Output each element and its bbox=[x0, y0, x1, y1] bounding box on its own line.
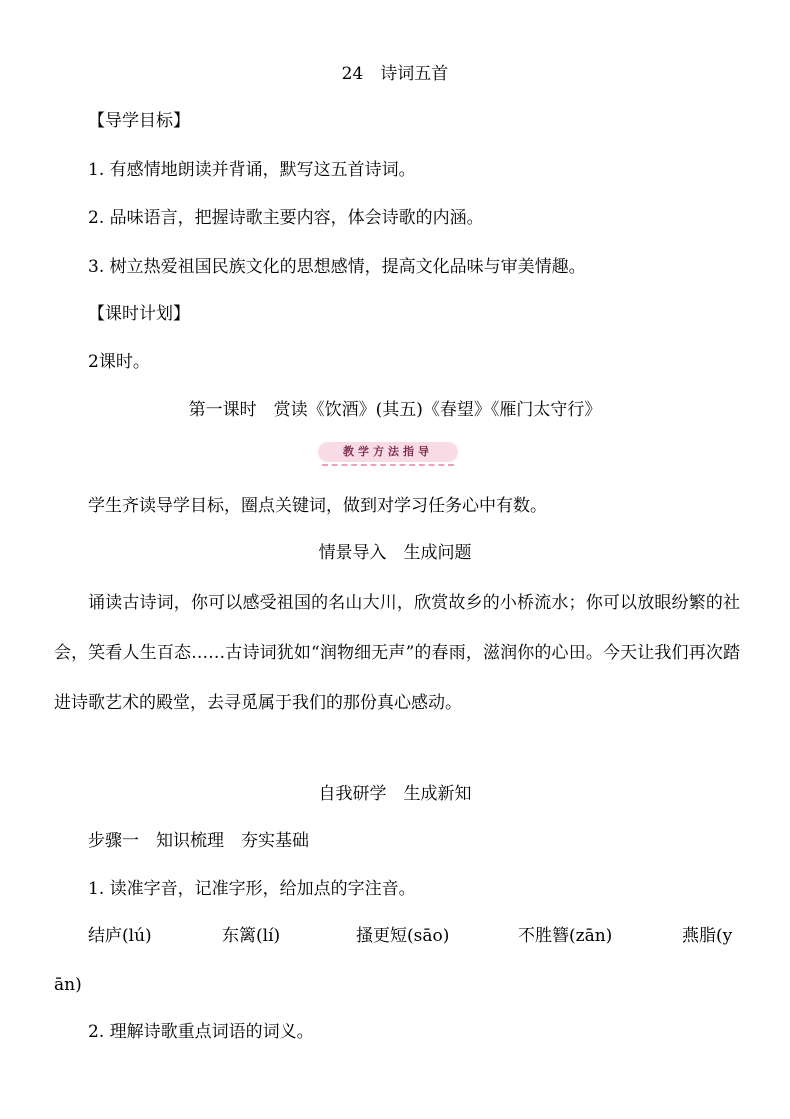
badge-label: 教学方法指导 bbox=[343, 445, 433, 458]
goal-item: 2. 品味语言，把握诗歌主要内容，体会诗歌的内涵。 bbox=[88, 208, 484, 228]
pinyin-item: 东篱(lí) bbox=[222, 926, 281, 946]
plan-text: 2课时。 bbox=[88, 352, 150, 372]
task-item: 1. 读准字音，记准字形，给加点的字注音。 bbox=[88, 879, 416, 899]
goals-heading: 【导学目标】 bbox=[88, 111, 190, 131]
intro-paragraph: 诵读古诗词，你可以感受祖国的名山大川，欣赏故乡的小桥流水；你可以放眼纷繁的社会，笑看人生百态……古诗词犹如“润物细无声”的春雨，滋润你的心田。今天让我们再次踏进诗歌艺术的殿堂，去寻觅属于我们的那份真心感动。 bbox=[54, 593, 740, 713]
pinyin-item: 燕脂(y bbox=[682, 926, 733, 946]
goal-item: 1. 有感情地朗读并背诵，默写这五首诗词。 bbox=[88, 160, 416, 180]
step-heading: 步骤一 知识梳理 夯实基础 bbox=[88, 831, 309, 851]
badge-underline bbox=[322, 464, 454, 466]
plan-heading: 【课时计划】 bbox=[88, 304, 190, 324]
intro-heading: 情景导入 生成问题 bbox=[318, 543, 472, 563]
method-badge bbox=[318, 440, 458, 466]
task-item: 2. 理解诗歌重点词语的词义。 bbox=[88, 1022, 314, 1042]
lesson-title: 第一课时 赏读《饮酒》(其五)《春望》《雁门太守行》 bbox=[188, 400, 602, 420]
pinyin-item: 搔更短(sāo) bbox=[356, 926, 450, 946]
pinyin-wrap: ān) bbox=[54, 975, 82, 995]
page-title: 24 诗词五首 bbox=[341, 64, 449, 84]
pinyin-item: 结庐(lú) bbox=[88, 926, 152, 946]
goal-item: 3. 树立热爱祖国民族文化的思想感情，提高文化品味与审美情趣。 bbox=[88, 257, 586, 277]
method-text: 学生齐读导学目标，圈点关键词，做到对学习任务心中有数。 bbox=[88, 496, 547, 516]
pinyin-item: 不胜簪(zān) bbox=[518, 926, 613, 946]
self-study-heading: 自我研学 生成新知 bbox=[318, 784, 472, 804]
